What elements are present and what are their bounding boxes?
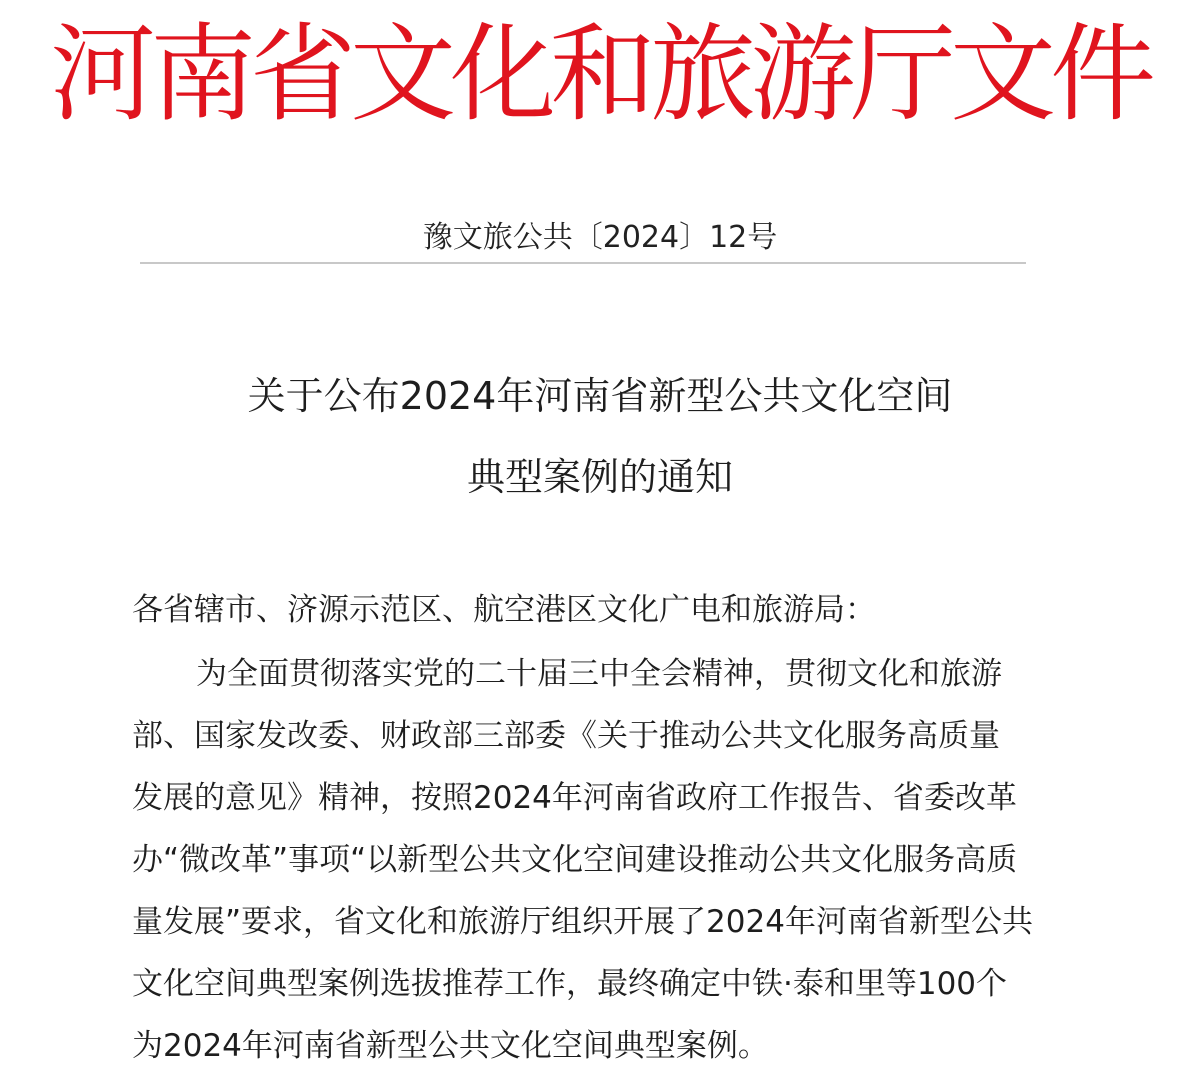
- body-paragraph-line: 发展的意见》精神，按照2024年河南省政府工作报告、省委改革: [132, 780, 1017, 816]
- notice-title-line-1: 关于公布2024年河南省新型公共文化空间: [247, 374, 953, 418]
- body-paragraph-line: 为全面贯彻落实党的二十届三中全会精神，贯彻文化和旅游: [196, 656, 1002, 692]
- notice-title-line-2: 典型案例的通知: [466, 455, 733, 499]
- body-paragraph-line: 办“微改革”事项“以新型公共文化空间建设推动公共文化服务高质: [132, 842, 1018, 878]
- addressee-line: 各省辖市、济源示范区、航空港区文化广电和旅游局：: [132, 592, 876, 628]
- body-paragraph-line: 为2024年河南省新型公共文化空间典型案例。: [132, 1028, 769, 1064]
- body-paragraph-line: 量发展”要求，省文化和旅游厅组织开展了2024年河南省新型公共: [132, 904, 1033, 940]
- body-paragraph-line: 部、国家发改委、财政部三部委《关于推动公共文化服务高质量: [132, 718, 1000, 754]
- header-divider: [140, 262, 1026, 264]
- issuer-header-title: 河南省文化和旅游厅文件: [50, 13, 1150, 136]
- body-paragraph-line: 文化空间典型案例选拔推荐工作，最终确定中铁·泰和里等100个: [132, 966, 1008, 1002]
- document-number: 豫文旅公共〔2024〕12号: [422, 220, 778, 255]
